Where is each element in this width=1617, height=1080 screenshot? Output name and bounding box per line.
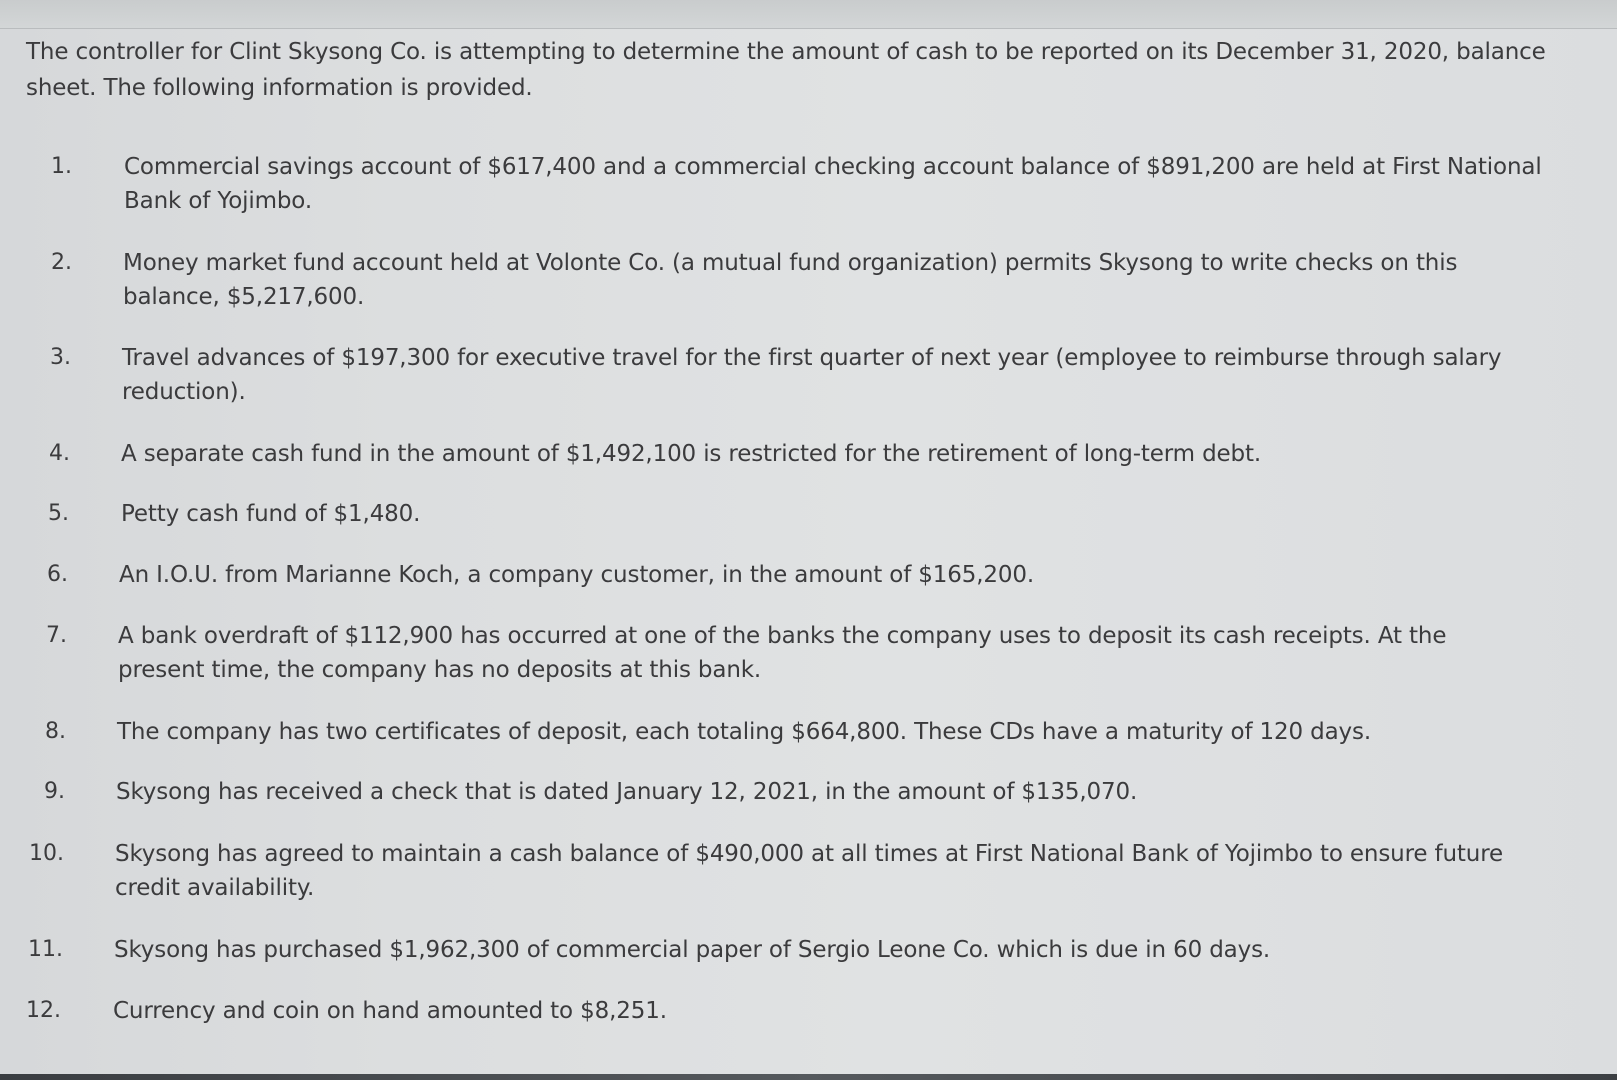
screen-bottom-edge (0, 1074, 1617, 1080)
item-text: Skysong has purchased $1,962,300 of commercial paper of Sergio Leone Co. which is due in 60 days. (114, 937, 1271, 963)
item-number: 6. (47, 562, 68, 587)
item-number: 12. (26, 998, 61, 1023)
item-text: Skysong has received a check that is dated January 12, 2021, in the amount of $135,070. (116, 779, 1138, 805)
item-number: 10. (29, 841, 64, 866)
problem-page (0, 28, 1617, 1078)
item-number: 5. (48, 501, 69, 526)
item-number: 1. (51, 154, 72, 179)
item-text: A bank overdraft of $112,900 has occurred at one of the banks the company uses to deposit its cash receipts. At the present time, the company has no deposits at this bank. (118, 623, 1447, 683)
item-text: Money market fund account held at Volonte Co. (a mutual fund organization) permits Skysong to write checks on this balance, $5,217,600. (123, 250, 1458, 310)
item-number: 3. (50, 345, 71, 370)
item-text: Travel advances of $197,300 for executive travel for the first quarter of next year (employee to reimburse through salary reduction). (122, 345, 1502, 405)
item-number: 11. (28, 937, 63, 962)
item-number: 7. (46, 623, 67, 648)
item-number: 9. (44, 779, 65, 804)
item-number: 8. (45, 719, 66, 744)
item-text: Currency and coin on hand amounted to $8,251. (113, 998, 667, 1024)
item-text: Petty cash fund of $1,480. (121, 501, 421, 527)
item-text: Skysong has agreed to maintain a cash balance of $490,000 at all times at First National Bank of Yojimbo to ensure future credit availability. (115, 841, 1504, 901)
item-number: 2. (51, 250, 72, 275)
problem-intro: The controller for Clint Skysong Co. is attempting to determine the amount of cash to be reported on its December 31, 2020, balance sheet. The following information is provided. (26, 39, 1546, 101)
item-text: Commercial savings account of $617,400 and a commercial checking account balance of $891,200 are held at First National Bank of Yojimbo. (124, 154, 1542, 214)
item-text: A separate cash fund in the amount of $1,492,100 is restricted for the retirement of long-term debt. (121, 441, 1261, 467)
item-number: 4. (49, 441, 70, 466)
item-text: An I.O.U. from Marianne Koch, a company customer, in the amount of $165,200. (119, 562, 1035, 588)
item-text: The company has two certificates of deposit, each totaling $664,800. These CDs have a maturity of 120 days. (117, 719, 1372, 745)
page-top-edge (0, 0, 1617, 29)
